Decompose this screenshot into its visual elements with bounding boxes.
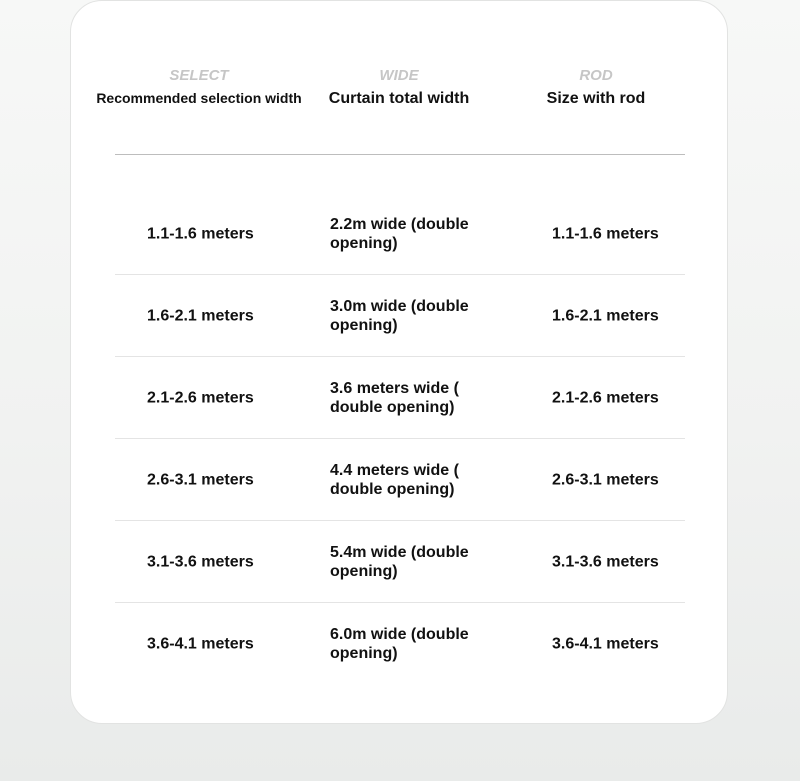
cell-wide: 3.0m wide (double opening) — [330, 297, 469, 334]
cell-select: 2.6-3.1 meters — [147, 471, 254, 488]
cell-rod: 2.1-2.6 meters — [552, 389, 659, 406]
column-header-rod — [511, 67, 681, 108]
cell-wide: 3.6 meters wide ( double opening) — [330, 379, 459, 416]
cell-select: 3.6-4.1 meters — [147, 635, 254, 653]
size-table-body — [115, 193, 685, 685]
column-header-wide — [315, 67, 483, 108]
cell-wide: 2.2m wide (double opening) — [330, 215, 469, 252]
column-header-wide-en: WIDE — [379, 67, 419, 84]
cell-rod: 1.1-1.6 meters — [552, 225, 659, 242]
cell-select: 1.1-1.6 meters — [147, 225, 254, 242]
cell-rod: 2.6-3.1 meters — [552, 471, 659, 488]
cell-rod: 3.1-3.6 meters — [552, 553, 659, 570]
cell-wide: 6.0m wide (double opening) — [330, 626, 469, 662]
table-row — [115, 603, 685, 685]
table-row — [115, 275, 685, 357]
table-row — [115, 439, 685, 521]
table-row — [115, 193, 685, 275]
column-header-select-label: Recommended selection width — [96, 90, 302, 106]
cell-select: 3.1-3.6 meters — [147, 553, 254, 570]
column-header-wide-label: Curtain total width — [328, 90, 470, 107]
table-row — [115, 521, 685, 603]
cell-wide: 5.4m wide (double opening) — [330, 543, 469, 580]
column-header-select-en: SELECT — [169, 67, 229, 84]
column-header-select — [83, 67, 315, 106]
header-divider — [115, 154, 685, 155]
cell-select: 2.1-2.6 meters — [147, 389, 254, 406]
column-header-rod-label: Size with rod — [546, 90, 646, 107]
cell-rod: 3.6-4.1 meters — [552, 635, 659, 653]
column-header-rod-en: ROD — [579, 67, 613, 84]
cell-select: 1.6-2.1 meters — [147, 307, 254, 324]
cell-rod: 1.6-2.1 meters — [552, 307, 659, 324]
size-table-card — [70, 0, 728, 724]
table-row — [115, 357, 685, 439]
cell-wide: 4.4 meters wide ( double opening) — [330, 461, 459, 498]
